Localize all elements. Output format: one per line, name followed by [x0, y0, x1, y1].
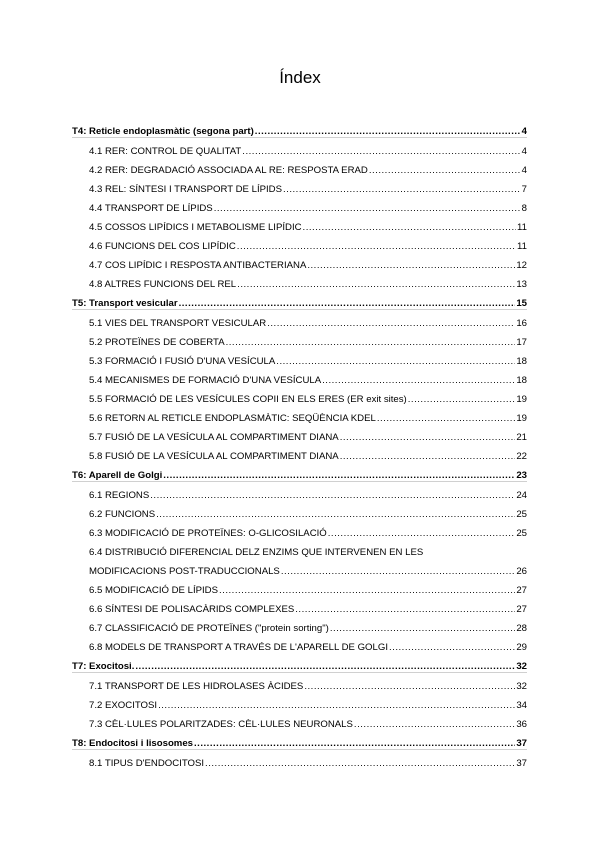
dot-leader — [389, 642, 515, 653]
toc-section-entry[interactable] — [72, 424, 527, 443]
toc-entry-label: 4.5 COSSOS LIPÍDICS I METABOLISME LIPÍDIC — [89, 222, 302, 233]
toc-page-number: 25 — [516, 528, 527, 539]
toc-page-number: 32 — [516, 661, 527, 672]
toc-entry-label: 4.6 FUNCIONS DEL COS LIPÍDIC — [89, 241, 236, 252]
dot-leader — [226, 337, 516, 348]
toc-section-entry[interactable] — [72, 634, 527, 653]
toc-entry-label: 4.3 REL: SÍNTESI I TRANSPORT DE LÍPIDS — [89, 184, 283, 195]
toc-page-number: 4 — [521, 165, 527, 176]
toc-page-number: 18 — [516, 356, 527, 367]
dot-leader — [377, 413, 516, 424]
toc-entry-label: 4.7 COS LIPÍDIC I RESPOSTA ANTIBACTERIANA — [89, 260, 307, 271]
toc-section-entry[interactable] — [72, 692, 527, 711]
toc-page-number: 16 — [516, 318, 527, 329]
toc-chapter-entry[interactable] — [72, 653, 527, 673]
toc-entry-label: 7.3 CÈL·LULES POLARITZADES: CÈL·LULES NEURONALS — [89, 719, 353, 730]
dot-leader — [255, 126, 521, 137]
toc-page-number: 25 — [516, 509, 527, 520]
toc-page-number: 19 — [516, 413, 527, 424]
dot-leader — [369, 165, 521, 176]
toc-section-entry[interactable] — [72, 329, 527, 348]
dot-leader — [194, 738, 515, 749]
toc-section-entry[interactable] — [72, 271, 527, 290]
toc-entry-label: 5.5 FORMACIÓ DE LES VESÍCULES COPII EN ELS ERES (ER exit sites) — [89, 394, 407, 405]
dot-leader — [330, 623, 516, 634]
toc-page-number: 29 — [516, 642, 527, 653]
toc-entry-label: 7.1 TRANSPORT DE LES HIDROLASES ÀCIDES — [89, 681, 304, 692]
toc-page-number: 21 — [516, 432, 527, 443]
toc-page-number: 37 — [516, 738, 527, 749]
dot-leader — [307, 260, 515, 271]
toc-entry-label: 4.1 RER: CONTROL DE QUALITAT — [89, 146, 242, 157]
dot-leader — [237, 241, 516, 252]
dot-leader — [340, 432, 516, 443]
toc-entry-label: 5.7 FUSIÓ DE LA VESÍCULA AL COMPARTIMENT DIANA — [89, 432, 339, 443]
toc-page-number: 15 — [516, 298, 527, 309]
toc-section-entry[interactable] — [72, 233, 527, 252]
toc-entry-label: 4.8 ALTRES FUNCIONS DEL REL — [89, 279, 237, 290]
toc-entry-label: T7: Exocitosi. — [72, 661, 135, 672]
toc-section-entry[interactable] — [72, 195, 527, 214]
toc-section-entry[interactable] — [72, 673, 527, 692]
toc-page-number: 8 — [521, 203, 527, 214]
toc-chapter-entry[interactable] — [72, 462, 527, 482]
toc-page-number: 24 — [516, 490, 527, 501]
toc-page-number: 32 — [516, 681, 527, 692]
toc-section-entry[interactable] — [72, 558, 527, 577]
toc-entry-label: 6.6 SÍNTESI DE POLISACÀRIDS COMPLEXES — [89, 604, 295, 615]
toc-entry-label: 5.6 RETORN AL RETICLE ENDOPLASMÀTIC: SEQÜÈNCIA KDEL — [89, 413, 376, 424]
toc-entry-label: 6.7 CLASSIFICACIÓ DE PROTEÏNES ("protein sorting") — [89, 623, 329, 634]
toc-chapter-entry[interactable] — [72, 118, 527, 138]
page-title: Índex — [279, 68, 321, 87]
dot-leader — [267, 318, 515, 329]
toc-entry-label: 7.2 EXOCITOSI — [89, 700, 158, 711]
toc-page-number: 12 — [516, 260, 527, 271]
toc-page-number: 27 — [516, 585, 527, 596]
toc-section-entry[interactable] — [72, 310, 527, 329]
dot-leader — [219, 585, 515, 596]
toc-entry-label: 4.4 TRANSPORT DE LÍPIDS — [89, 203, 213, 214]
toc-section-entry[interactable] — [72, 501, 527, 520]
toc-section-entry[interactable] — [72, 138, 527, 157]
toc-page-number: 36 — [516, 719, 527, 730]
toc-section-entry[interactable] — [72, 750, 527, 769]
toc-page-number: 13 — [516, 279, 527, 290]
toc-entry-label: T4: Reticle endoplasmàtic (segona part) — [72, 126, 254, 137]
dot-leader — [283, 184, 521, 195]
toc-section-entry[interactable] — [72, 157, 527, 176]
toc-page-number: 37 — [516, 758, 527, 769]
toc-chapter-entry[interactable] — [72, 730, 527, 750]
dot-leader — [163, 470, 515, 481]
dot-leader — [205, 758, 515, 769]
toc-entry-label: 5.8 FUSIÓ DE LA VESÍCULA AL COMPARTIMENT DIANA — [89, 451, 339, 462]
toc-chapter-entry[interactable] — [72, 290, 527, 310]
toc-entry-label: T8: Endocitosi i lisosomes — [72, 738, 194, 749]
dot-leader — [281, 566, 516, 577]
toc-entry-label: 5.1 VIES DEL TRANSPORT VESICULAR — [89, 318, 267, 329]
toc-entry-label: T5: Transport vesicular — [72, 298, 178, 309]
dot-leader — [150, 490, 515, 501]
dot-leader — [408, 394, 516, 405]
dot-leader — [237, 279, 515, 290]
toc-entry-label: 6.3 MODIFICACIÓ DE PROTEÏNES: O-GLICOSILACIÓ — [89, 528, 327, 539]
toc-entry-label: 4.2 RER: DEGRADACIÓ ASSOCIADA AL RE: RESPOSTA ERAD — [89, 165, 368, 176]
toc-section-entry[interactable] — [72, 252, 527, 271]
dot-leader — [242, 146, 520, 157]
dot-leader — [340, 451, 516, 462]
toc-page-number: 4 — [521, 146, 527, 157]
toc-page-number: 23 — [516, 470, 527, 481]
toc-entry-label: 8.1 TIPUS D'ENDOCITOSI — [89, 758, 205, 769]
toc-section-entry[interactable] — [72, 214, 527, 233]
toc-page-number: 28 — [516, 623, 527, 634]
toc-section-entry[interactable] — [72, 577, 527, 596]
table-of-contents — [72, 118, 527, 769]
toc-section-entry[interactable] — [72, 367, 527, 386]
toc-entry-label: T6: Aparell de Golgi — [72, 470, 163, 481]
dot-leader — [156, 509, 515, 520]
toc-section-entry[interactable] — [72, 405, 527, 424]
toc-section-entry[interactable] — [72, 443, 527, 462]
dot-leader — [322, 375, 515, 386]
toc-entry-label: MODIFICACIONS POST-TRADUCCIONALS — [89, 566, 280, 577]
toc-page-number: 22 — [516, 451, 527, 462]
toc-page-number: 19 — [516, 394, 527, 405]
toc-section-entry[interactable] — [72, 615, 527, 634]
dot-leader — [135, 661, 515, 672]
toc-entry-label: 6.1 REGIONS — [89, 490, 150, 501]
dot-leader — [304, 681, 515, 692]
dot-leader — [354, 719, 515, 730]
toc-page-number: 18 — [516, 375, 527, 386]
toc-page-number: 7 — [521, 184, 527, 195]
toc-section-entry[interactable] — [72, 596, 527, 615]
dot-leader — [214, 203, 521, 214]
toc-section-entry[interactable] — [72, 539, 527, 558]
dot-leader — [303, 222, 516, 233]
toc-entry-label: 5.3 FORMACIÓ I FUSIÓ D'UNA VESÍCULA — [89, 356, 276, 367]
toc-page-number: 17 — [516, 337, 527, 348]
toc-entry-label: 5.4 MECANISMES DE FORMACIÓ D'UNA VESÍCULA — [89, 375, 322, 386]
toc-section-entry[interactable] — [72, 520, 527, 539]
toc-section-entry[interactable] — [72, 482, 527, 501]
toc-page-number: 26 — [516, 566, 527, 577]
toc-page-number: 34 — [516, 700, 527, 711]
dot-leader — [328, 528, 516, 539]
toc-section-entry[interactable] — [72, 386, 527, 405]
toc-entry-label: 6.8 MODELS DE TRANSPORT A TRAVÉS DE L'APARELL DE GOLGI — [89, 642, 388, 653]
dot-leader — [295, 604, 515, 615]
dot-leader — [158, 700, 515, 711]
toc-page-number: 11 — [517, 222, 527, 233]
dot-leader — [276, 356, 515, 367]
toc-entry-label: 6.4 DISTRIBUCIÓ DIFERENCIAL DELZ ENZIMS QUE INTERVENEN EN LES — [89, 547, 424, 558]
toc-page-number: 4 — [521, 126, 527, 137]
toc-entry-label: 5.2 PROTEÏNES DE COBERTA — [89, 337, 225, 348]
toc-page-number: 27 — [516, 604, 527, 615]
dot-leader — [179, 298, 516, 309]
toc-section-entry[interactable] — [72, 348, 527, 367]
toc-section-entry[interactable] — [72, 711, 527, 730]
toc-entry-label: 6.2 FUNCIONS — [89, 509, 156, 520]
toc-page-number: 11 — [517, 241, 527, 252]
toc-section-entry[interactable] — [72, 176, 527, 195]
toc-entry-label: 6.5 MODIFICACIÓ DE LÍPIDS — [89, 585, 219, 596]
